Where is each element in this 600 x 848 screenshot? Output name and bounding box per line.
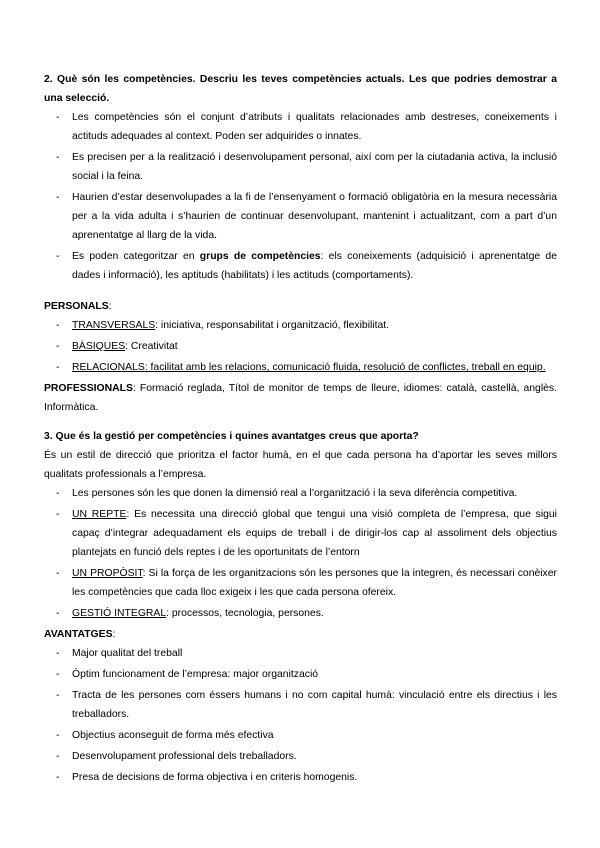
list-item: - BÀSIQUES: Creativitat [44, 337, 557, 356]
category-label: GESTIÓ INTEGRAL [72, 608, 167, 619]
list-item: - Les persones són les que donen la dimensió real a l’organització i la seva diferència competitiva. [44, 484, 557, 503]
list-item: - Òptim funcionament de l’empresa: major organització [44, 665, 557, 684]
list-item: - Es precisen per a la realització i desenvolupament personal, així com per la ciutadania activa, la inclusió social i la feina. [44, 148, 557, 186]
question-3-intro: És un estil de direcció que prioritza el factor humà, en el que cada persona ha d’aportar les seves millors qualitats professionals a l’empresa. [44, 450, 557, 480]
list-item: - RELACIONALS: facilitat amb les relacions, comunicació fluida, resolució de conflictes, treball en equip. [44, 358, 557, 377]
question-3-title: 3. Que és la gestió per competències i quines avantatges creus que aporta? [44, 431, 419, 442]
personals-heading: PERSONALS: [44, 301, 112, 312]
list-item: - Es poden categoritzar en grups de competències: els coneixements (adquisició i aprenentatge de dades i informació), les aptituds (habilitats) i les actituds (comportaments). [44, 247, 557, 285]
list-item: - UN REPTE: Es necessita una direcció global que tengui una visió completa de l’empresa, que sigui capaç d’integrar adequadament els equips de treball i de dirigir-los cap al assoliment dels objectius plantejats en funció dels reptes i de les oportunitats de l’entorn [44, 505, 557, 562]
avantatges-heading: AVANTATGES: [44, 629, 116, 640]
personals-list [44, 316, 557, 377]
bold-term: grups de competències [199, 251, 321, 262]
list-item: - Les competències són el conjunt d’atributs i qualitats relacionades amb destreses, coneixements i actituds adequades al context. Poden ser adquirides o innates. [44, 108, 557, 146]
professionals-paragraph: PROFESSIONALS: Formació reglada, Títol de monitor de temps de lleure, idiomes: català, castellà, anglès. Informàtica. [44, 383, 557, 413]
avantatges-list [44, 644, 557, 787]
list-item: - TRANSVERSALS: iniciativa, responsabilitat i organització, flexibilitat. [44, 316, 557, 335]
category-label: RELACIONALS [72, 362, 145, 373]
category-label: UN REPTE [72, 509, 127, 520]
question-2-title: 2. Què són les competències. Descriu les teves competències actuals. Les que podries demostrar a una selecció. [44, 74, 557, 104]
category-label: TRANSVERSALS [72, 320, 156, 331]
list-item: - Desenvolupament professional dels treballadors. [44, 747, 557, 766]
management-list [44, 484, 557, 623]
list-item: - Presa de decisions de forma objectiva i en criteris homogenis. [44, 768, 557, 787]
list-item: - Objectius aconseguit de forma més efectiva [44, 726, 557, 745]
category-label: UN PROPÒSIT [72, 568, 143, 579]
competencies-list [44, 108, 557, 285]
list-item: - Major qualitat del treball [44, 644, 557, 663]
list-item: - UN PROPÒSIT: Si la força de les organitzacions són les persones que la integren, és necessari conèixer les competències que cada lloc exigeix i les que cada persona ofereix. [44, 564, 557, 602]
list-item: - Tracta de les persones com éssers humans i no com capital humà: vinculació entre els directius i les treballadors. [44, 686, 557, 724]
list-item: - GESTIÓ INTEGRAL: processos, tecnologia, persones. [44, 604, 557, 623]
list-item: - Haurien d’estar desenvolupades a la fi de l’ensenyament o formació obligatòria en la mesura necessària per a la vida adulta i s’haurien de continuar desenvolupant, mantenint i actualitzant, com a part d’un aprenentatge al llarg de la vida. [44, 188, 557, 245]
category-label: BÀSIQUES [72, 341, 126, 352]
document-body [44, 70, 557, 789]
